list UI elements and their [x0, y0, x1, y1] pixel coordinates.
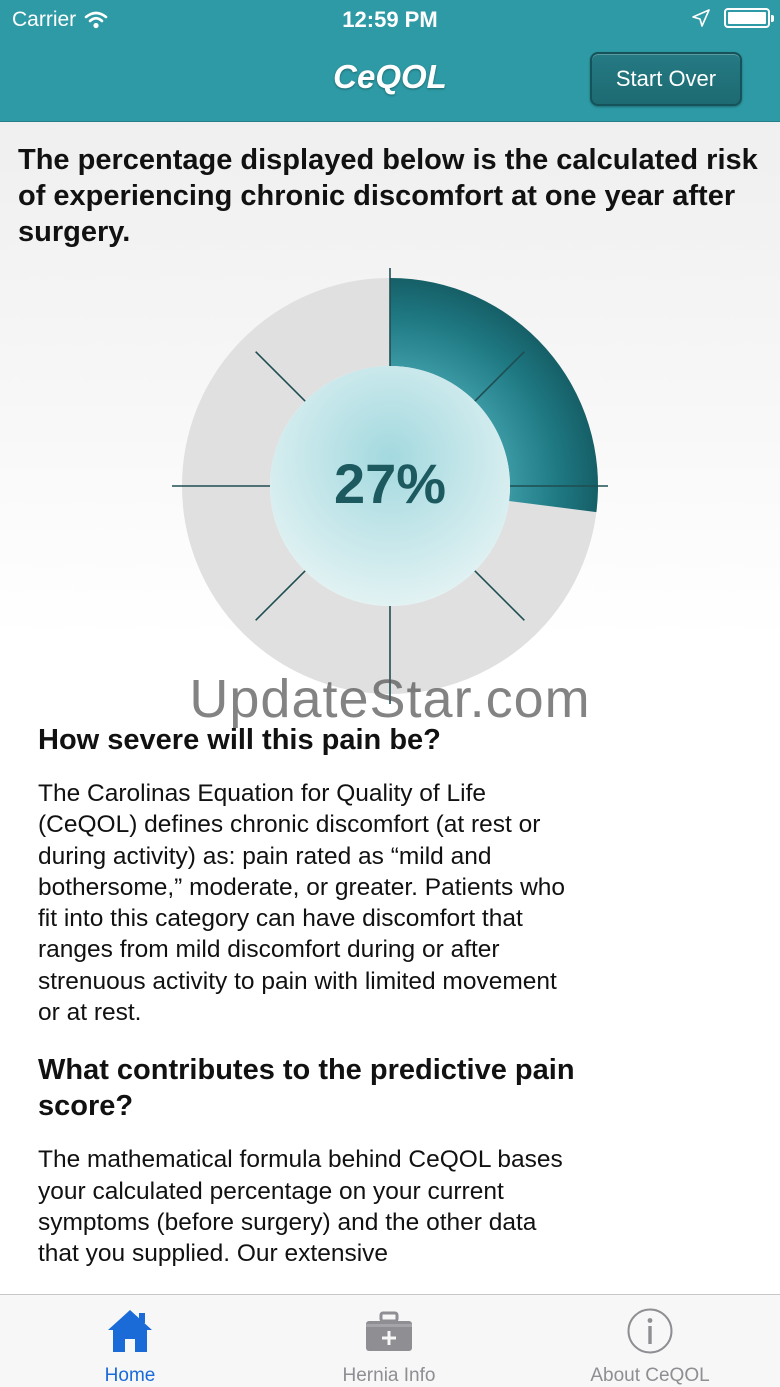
risk-description: The percentage displayed below is the calculated risk of experiencing chronic discomfort at one year after surgery. — [18, 144, 758, 248]
info-icon — [626, 1307, 674, 1355]
status-right — [692, 8, 770, 28]
location-arrow-icon — [692, 9, 710, 27]
info-content — [38, 722, 578, 1270]
tab-hernia-info-label: Hernia Info — [342, 1365, 436, 1386]
tab-about-label: About CeQOL — [590, 1365, 710, 1386]
section-heading-contributors: What contributes to the predictive pain score? — [38, 1054, 575, 1123]
watermark: UpdateStar.com — [189, 669, 591, 729]
clock: 12:59 PM — [342, 7, 438, 32]
status-bar — [0, 0, 780, 40]
medical-kit-icon — [364, 1307, 414, 1355]
section-body-contributors: The mathematical formula behind CeQOL bases your calculated percentage on your current symptoms (before surgery) and the other data that you supplied. Our extensive — [38, 1146, 563, 1268]
app-title: CeQOL — [333, 58, 447, 95]
home-icon — [106, 1307, 154, 1355]
risk-percentage: 27% — [333, 452, 447, 515]
navigation-header — [0, 0, 780, 122]
tab-home[interactable] — [30, 1295, 230, 1387]
start-over-button[interactable]: Start Over — [590, 52, 742, 106]
section-heading-severity: How severe will this pain be? — [38, 724, 441, 756]
tab-home-label: Home — [104, 1365, 156, 1386]
tab-hernia-info[interactable] — [289, 1295, 489, 1387]
carrier-label: Carrier — [12, 8, 77, 31]
tab-about[interactable] — [550, 1295, 750, 1387]
battery-icon — [724, 8, 770, 28]
section-body-severity: The Carolinas Equation for Quality of Life (CeQOL) defines chronic discomfort (at rest or during activity) as: pain rated as “mild and bothersome,” moderate, or greater. Patients who fit into this category can have discomfort that ranges from mild discomfort during or after strenuous activity to pain with limited movement or at rest. — [38, 780, 566, 1027]
tab-bar — [0, 1294, 780, 1387]
